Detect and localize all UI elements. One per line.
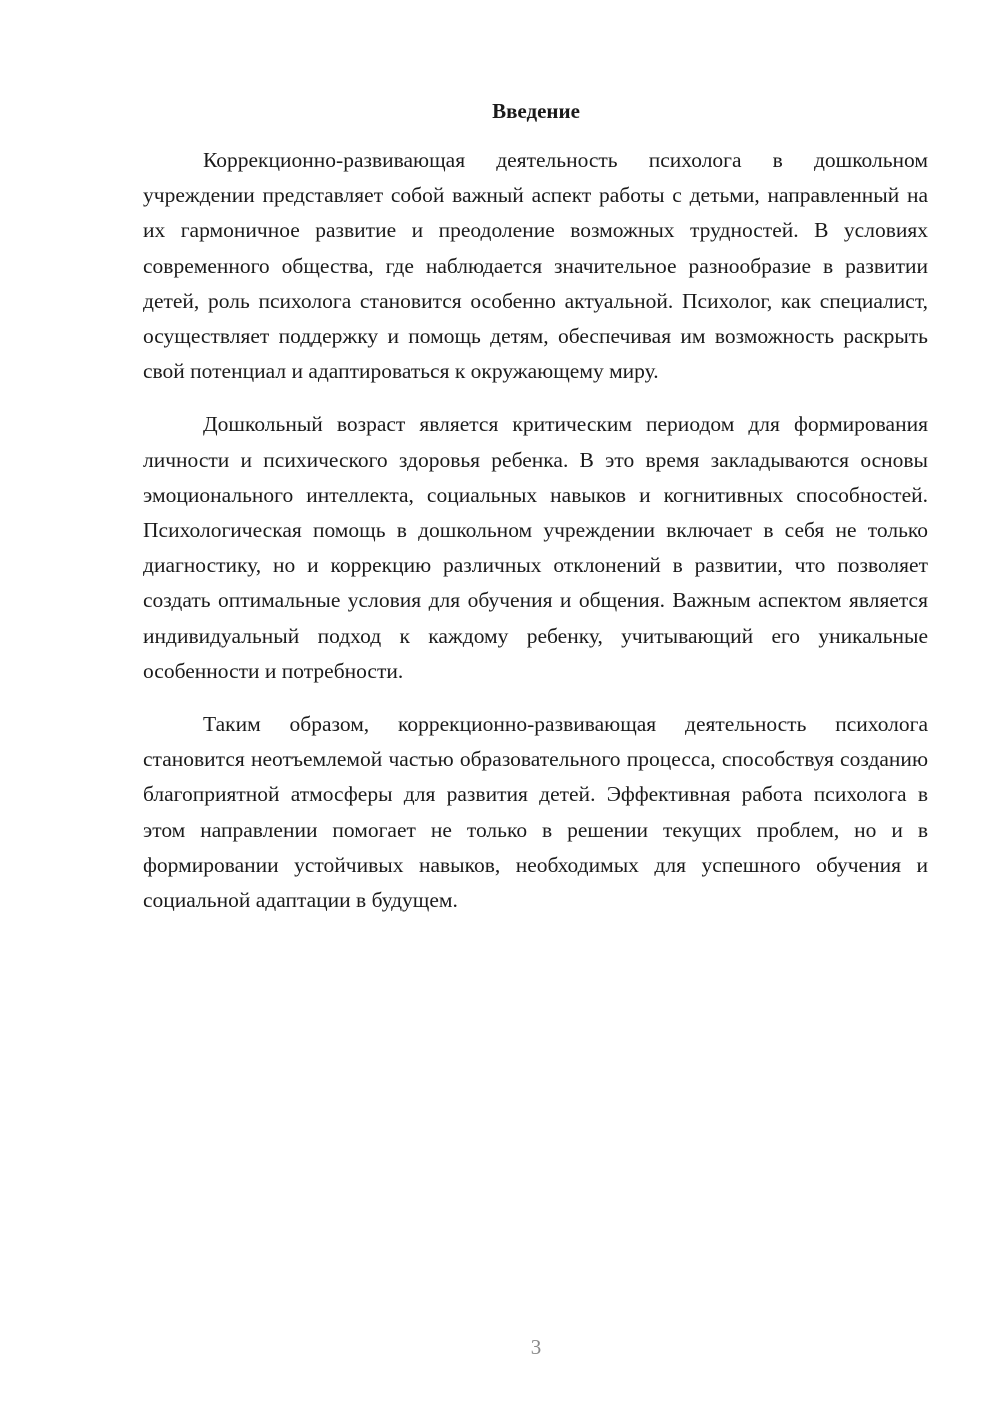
paragraph-1: Коррекционно-развивающая деятельность психолога в дошкольном учреждении представляет собой важный аспект работы с детьми, направленный на их гармоничное развитие и преодоление возможных трудностей. В условиях современного общества, где наблюдается значительное разнообразие в развитии детей, роль психолога становится особенно актуальной. Психолог, как специалист, осуществляет поддержку и помощь детям, обеспечивая им возможность раскрыть свой потенциал и адаптироваться к окружающему миру. bbox=[143, 148, 928, 384]
page-number: 3 bbox=[530, 1335, 542, 1359]
page-title: Введение bbox=[492, 99, 580, 123]
paragraph-2: Дошкольный возраст является критическим периодом для формирования личности и психического здоровья ребенка. В это время закладываются основы эмоционального интеллекта, социальных навыков и когнитивных способностей. Психологическая помощь в дошкольном учреждении включает в себя не только диагностику, но и коррекцию различных отклонений в развитии, что позволяет создать оптимальные условия для обучения и общения. Важным аспектом является индивидуальный подход к каждому ребенку, учитывающий его уникальные особенности и потребности. bbox=[143, 412, 928, 683]
paragraph-3: Таким образом, коррекционно-развивающая деятельность психолога становится неотъемлемой частью образовательного процесса, способствуя созданию благоприятной атмосферы для развития детей. Эффективная работа психолога в этом направлении помогает не только в решении текущих проблем, но и в формировании устойчивых навыков, необходимых для успешного обучения и социальной адаптации в будущем. bbox=[143, 712, 928, 913]
body-text bbox=[143, 143, 928, 936]
